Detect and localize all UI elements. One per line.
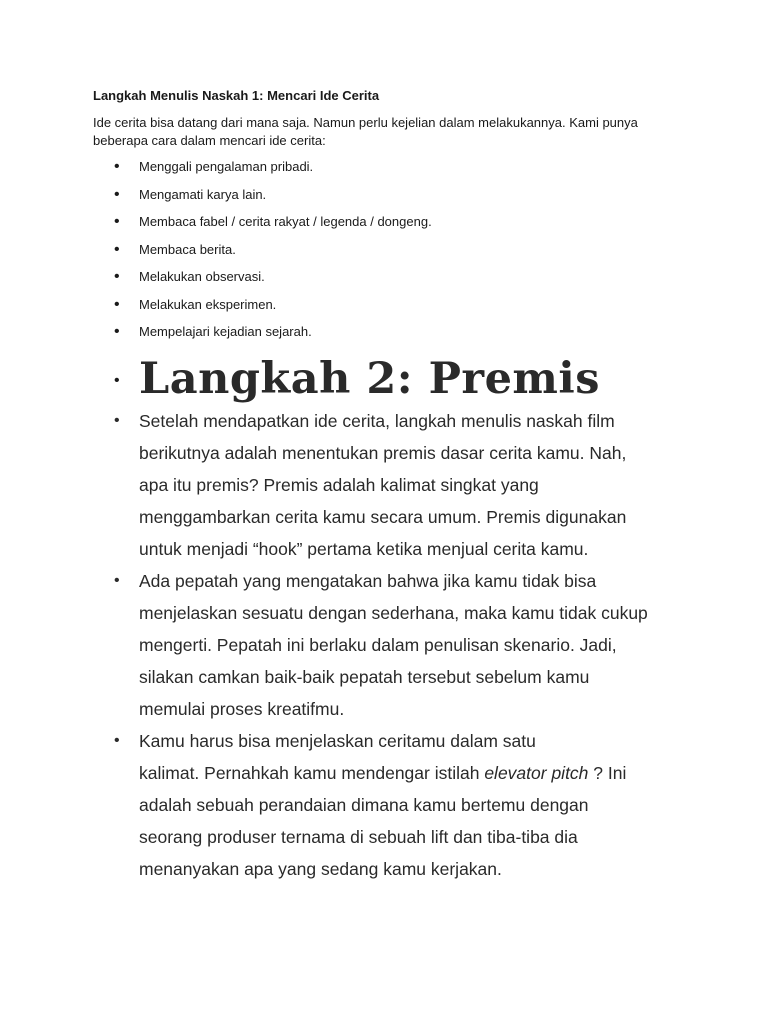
- bullet-icon: •: [114, 213, 120, 230]
- list-item-text: Melakukan eksperimen.: [139, 296, 277, 312]
- paragraph-line: silakan camkan baik-baik pepatah tersebut sebelum kamu: [139, 667, 590, 687]
- list-item-text: Menggali pengalaman pribadi.: [139, 159, 314, 174]
- list-item-text: Membaca fabel / cerita rakyat / legenda / dongeng.: [139, 214, 432, 229]
- paragraph-text: ? Ini: [588, 763, 627, 783]
- paragraph-line: adalah sebuah perandaian dimana kamu bertemu dengan: [139, 795, 589, 815]
- list-item-text: Melakukan observasi.: [139, 269, 265, 284]
- paragraph-line: mengerti. Pepatah ini berlaku dalam penulisan skenario. Jadi,: [139, 635, 617, 655]
- list-item: [0, 405, 679, 565]
- paragraph-line: memulai proses kreatifmu.: [139, 699, 345, 719]
- bullet-icon: •: [114, 372, 120, 389]
- bullet-icon: •: [114, 268, 120, 285]
- paragraph-line: seorang produser ternama di sebuah lift dan tiba-tiba dia: [139, 827, 578, 847]
- section1-intro: [93, 114, 653, 150]
- idea-sources-list: [0, 157, 432, 350]
- paragraph-line: Setelah mendapatkan ide cerita, langkah menulis naskah film: [139, 411, 615, 431]
- paragraph-line: menggambarkan cerita kamu secara umum. Premis digunakan: [139, 507, 627, 527]
- bullet-icon: •: [114, 412, 120, 429]
- paragraph-line: menanyakan apa yang sedang kamu kerjakan.: [139, 859, 502, 879]
- list-item: [0, 240, 432, 268]
- section2-title: Langkah 2: Premis: [139, 354, 600, 404]
- paragraph-text: kalimat. Pernahkah kamu mendengar istilah: [139, 763, 485, 783]
- paragraph-line: Ada pepatah yang mengatakan bahwa jika kamu tidak bisa: [139, 571, 597, 591]
- list-item: [0, 185, 432, 213]
- list-item: [0, 267, 432, 295]
- bullet-icon: •: [114, 240, 120, 258]
- paragraph-line: apa itu premis? Premis adalah kalimat singkat yang: [139, 475, 539, 495]
- paragraph-line: Kamu harus bisa menjelaskan ceritamu dalam satu: [139, 731, 536, 751]
- paragraph-line: berikutnya adalah menentukan premis dasar cerita kamu. Nah,: [139, 443, 627, 463]
- bullet-icon: •: [114, 185, 120, 203]
- paragraph-line: [139, 757, 679, 789]
- list-item: [0, 295, 432, 323]
- intro-line: beberapa cara dalam mencari ide cerita:: [93, 133, 326, 148]
- intro-line: Ide cerita bisa datang dari mana saja. Namun perlu kejelian dalam melakukannya. Kami punya: [93, 115, 638, 130]
- bullet-icon: •: [114, 158, 120, 175]
- bullet-icon: •: [114, 295, 120, 313]
- bullet-icon: •: [114, 732, 120, 749]
- bullet-icon: •: [114, 572, 120, 589]
- list-item-text: Membaca berita.: [139, 241, 236, 257]
- paragraph-line: untuk menjadi “hook” pertama ketika menjual cerita kamu.: [139, 539, 589, 559]
- italic-term: elevator pitch: [484, 763, 589, 783]
- list-item: [0, 565, 679, 725]
- section1-title: Langkah Menulis Naskah 1: Mencari Ide Cerita: [93, 88, 380, 103]
- list-item-text: Mengamati karya lain.: [139, 186, 267, 202]
- list-item: [0, 157, 432, 185]
- premise-list: [0, 405, 768, 885]
- bullet-icon: •: [114, 323, 120, 340]
- paragraph-line: menjelaskan sesuatu dengan sederhana, maka kamu tidak cukup: [139, 603, 648, 623]
- list-item: [0, 725, 679, 885]
- list-item: [0, 322, 432, 350]
- section2-heading-row: [0, 350, 768, 410]
- list-item-text: Mempelajari kejadian sejarah.: [139, 324, 312, 339]
- list-item: [0, 212, 432, 240]
